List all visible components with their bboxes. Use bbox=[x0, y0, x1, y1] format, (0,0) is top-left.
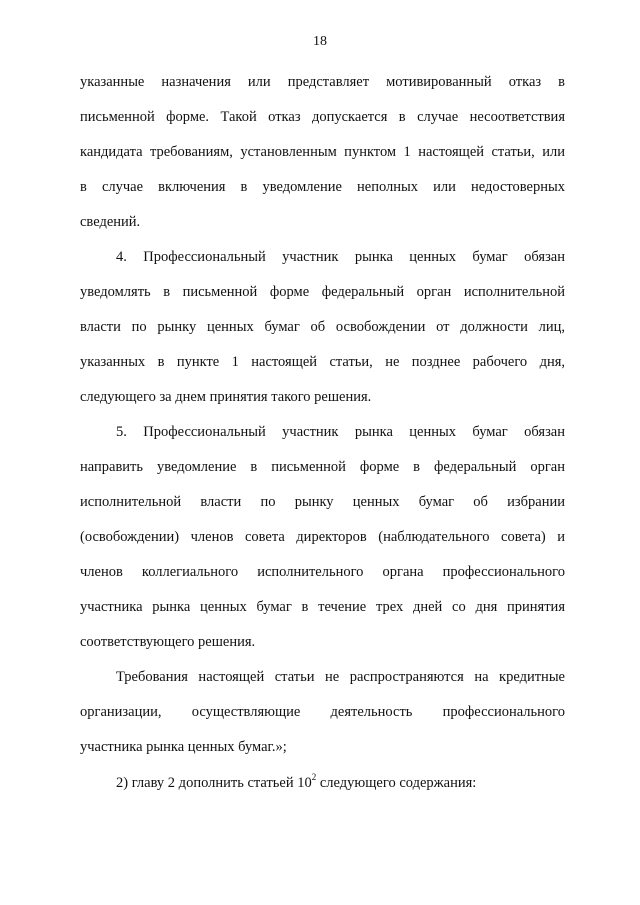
text-line: исполнительной власти по рынку ценных бумаг об избрании bbox=[80, 494, 565, 510]
text-line: участника рынка ценных бумаг в течение трех дней со дня принятия bbox=[80, 599, 565, 615]
text-line: (освобождении) членов совета директоров (наблюдательного совета) и bbox=[80, 529, 565, 545]
text-line: уведомлять в письменной форме федеральный орган исполнительной bbox=[80, 284, 565, 300]
text-line: членов коллегиального исполнительного органа профессионального bbox=[80, 564, 565, 580]
text-line bbox=[116, 774, 565, 792]
text-line: власти по рынку ценных бумаг об освобождении от должности лиц, bbox=[80, 319, 565, 335]
text-line: направить уведомление в письменной форме в федеральный орган bbox=[80, 459, 565, 475]
text-line: следующего за днем принятия такого решения. bbox=[80, 389, 372, 405]
text-line: указанных в пункте 1 настоящей статьи, не позднее рабочего дня, bbox=[80, 354, 565, 370]
text-line: кандидата требованиям, установленным пунктом 1 настоящей статьи, или bbox=[80, 144, 565, 160]
text-line: письменной форме. Такой отказ допускается в случае несоответствия bbox=[80, 109, 565, 125]
text-line: Требования настоящей статьи не распространяются на кредитные bbox=[116, 669, 565, 685]
page-number: 18 bbox=[313, 34, 327, 49]
text-line: участника рынка ценных бумаг.»; bbox=[80, 739, 287, 755]
superscript: 2 bbox=[311, 772, 317, 782]
text-line: в случае включения в уведомление неполных или недостоверных bbox=[80, 179, 565, 195]
text-fragment: следующего содержания: bbox=[316, 775, 477, 791]
text-line: 5. Профессиональный участник рынка ценных бумаг обязан bbox=[116, 424, 565, 440]
text-line: 4. Профессиональный участник рынка ценных бумаг обязан bbox=[116, 249, 565, 265]
text-line: сведений. bbox=[80, 214, 141, 230]
text-line: соответствующего решения. bbox=[80, 634, 256, 650]
text-line: указанные назначения или представляет мотивированный отказ в bbox=[80, 74, 565, 90]
text-fragment: 2) главу 2 дополнить статьей 10 bbox=[116, 775, 312, 791]
text-line: организации, осуществляющие деятельность профессионального bbox=[80, 704, 565, 720]
